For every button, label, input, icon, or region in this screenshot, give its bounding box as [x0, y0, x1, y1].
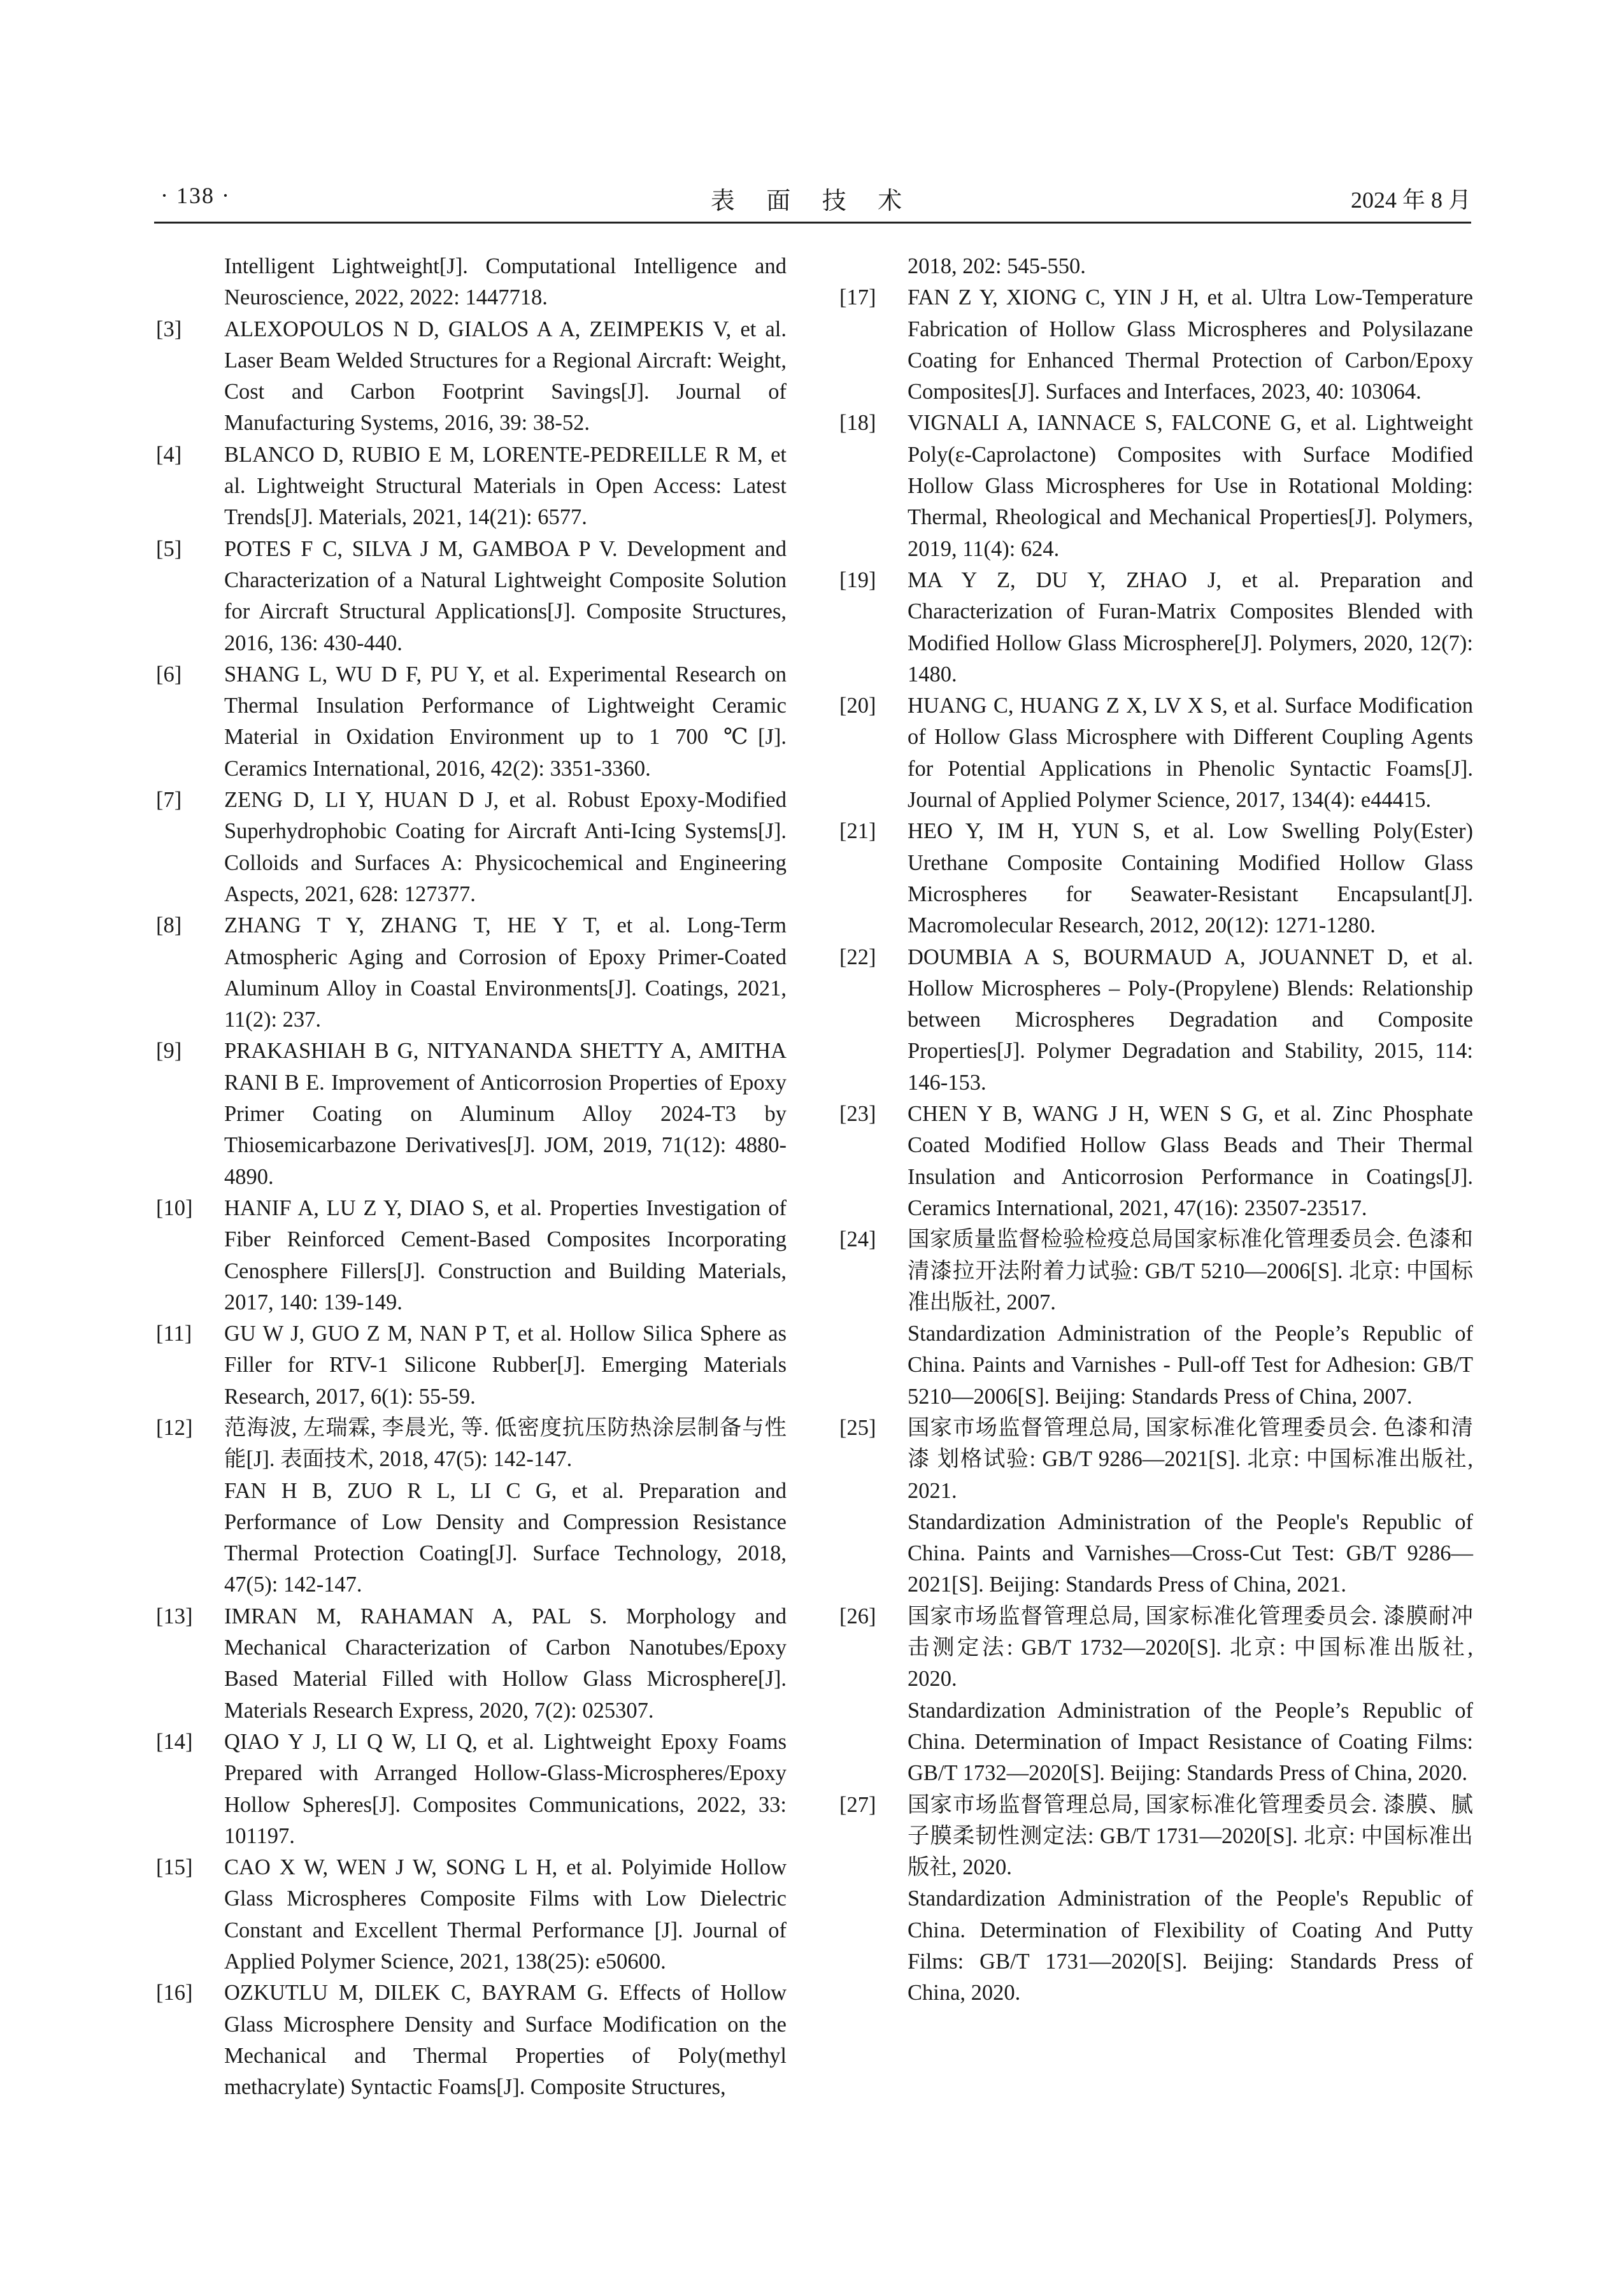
reference-text: QIAO Y J, LI Q W, LI Q, et al. Lightweight Epoxy Foams Prepared with Arranged Hollow-Glass-Microspheres/Epoxy Hollow Spheres[J]. Composites Communications, 2022, 33: 101197. [224, 1729, 787, 1848]
reference-text: Standardization Administration of the People's Republic of China. Paints and Varnishes—Cross-Cut Test: GB/T 9286—2021[S]. Beijing: Standards Press of China, 2021. [908, 1509, 1473, 1597]
reference-number: [16] [156, 1981, 193, 2006]
reference-column-left [156, 251, 787, 2104]
reference-item [839, 1099, 1473, 1224]
reference-item [839, 251, 1473, 282]
reference-item [839, 690, 1473, 816]
reference-text: Intelligent Lightweight[J]. Computational Intelligence and Neuroscience, 2022, 2022: 1447718. [224, 254, 787, 310]
reference-text: FAN H B, ZUO R L, LI C G, et al. Preparation and Performance of Low Density and Compression Resistance Thermal Protection Coating[J]. Surface Technology, 2018, 47(5): 142-147. [224, 1478, 787, 1597]
reference-item [156, 1193, 787, 1318]
reference-number: [5] [156, 536, 182, 561]
reference-item [156, 1727, 787, 1852]
reference-text: Standardization Administration of the People’s Republic of China. Determination of Impact Resistance of Coating Films: GB/T 1732—2020[S]. Beijing: Standards Press of China, 2020. [908, 1698, 1473, 1786]
reference-text: OZKUTLU M, DILEK C, BAYRAM G. Effects of Hollow Glass Microsphere Density and Surface Modification on the Mechanical and Thermal Properties of Poly(methyl methacrylate) Syntactic Foams[J]. Composite Structures, [224, 1981, 787, 2100]
reference-number: [21] [839, 819, 876, 844]
reference-text: 国家质量监督检验检疫总局国家标准化管理委员会. 色漆和清漆拉开法附着力试验: GB/T 5210—2006[S]. 北京: 中国标准出版社, 2007. [908, 1227, 1473, 1315]
reference-item [156, 534, 787, 659]
reference-text: HUANG C, HUANG Z X, LV X S, et al. Surface Modification of Hollow Glass Microsphere with Different Coupling Agents for Potential Applications in Phenolic Syntactic Foams[J]. Journal of Applied Polymer Science, 2017, 134(4): e44415. [908, 694, 1473, 813]
reference-number: [22] [839, 944, 876, 969]
reference-number: [26] [839, 1604, 876, 1628]
reference-text: ALEXOPOULOS N D, GIALOS A A, ZEIMPEKIS V, et al. Laser Beam Welded Structures for a Regional Aircraft: Weight, Cost and Carbon Footprint Savings[J]. Journal of Manufacturing Systems, 2016, 39: 38-52. [224, 317, 787, 436]
reference-item [156, 1977, 787, 2103]
reference-text: MA Y Z, DU Y, ZHAO J, et al. Preparation and Characterization of Furan-Matrix Composites Blended with Modified Hollow Glass Microsphere[J]. Polymers, 2020, 12(7): 1480. [908, 567, 1473, 687]
reference-number: [23] [839, 1102, 876, 1127]
reference-number: [17] [839, 285, 876, 310]
reference-item [839, 1601, 1473, 1790]
reference-item [839, 565, 1473, 690]
page-header [154, 177, 1471, 224]
reference-number: [19] [839, 567, 876, 592]
reference-text: 2018, 202: 545-550. [908, 254, 1086, 278]
reference-item [156, 659, 787, 785]
reference-item [839, 1790, 1473, 2009]
reference-text: POTES F C, SILVA J M, GAMBOA P V. Development and Characterization of a Natural Lightweight Composite Solution for Aircraft Structural Applications[J]. Composite Structures, 2016, 136: 430-440. [224, 536, 787, 655]
reference-item [839, 1224, 1473, 1413]
reference-text: PRAKASHIAH B G, NITYANANDA SHETTY A, AMITHA RANI B E. Improvement of Anticorrosion Properties of Epoxy Primer Coating on Aluminum Alloy 2024-T3 by Thiosemicarbazone Derivatives[J]. JOM, 2019, 71(12): 4880-4890. [224, 1039, 787, 1189]
reference-item [156, 251, 787, 314]
reference-column-right [839, 251, 1473, 2009]
reference-text: ZENG D, LI Y, HUAN D J, et al. Robust Epoxy-Modified Superhydrophobic Coating for Aircraft Anti-Icing Systems[J]. Colloids and Surfaces A: Physicochemical and Engineering Aspects, 2021, 628: 127377. [224, 788, 787, 906]
reference-number: [10] [156, 1195, 193, 1220]
reference-item [156, 1318, 787, 1413]
reference-text: CAO X W, WEN J W, SONG L H, et al. Polyimide Hollow Glass Microspheres Composite Films with Low Dielectric Constant and Excellent Thermal Performance [J]. Journal of Applied Polymer Science, 2021, 138(25): e50600. [224, 1855, 787, 1974]
page-number: · 138 · [160, 183, 231, 208]
reference-text: Standardization Administration of the People's Republic of China. Determination of Flexibility of Coating And Putty Films: GB/T 1731—2020[S]. Beijing: Standards Press of China, 2020. [908, 1886, 1473, 2006]
reference-item [156, 1036, 787, 1192]
reference-item [839, 282, 1473, 408]
reference-number: [12] [156, 1415, 193, 1440]
reference-item [156, 1852, 787, 1977]
reference-item [156, 910, 787, 1036]
reference-text: SHANG L, WU D F, PU Y, et al. Experimental Research on Thermal Insulation Performance of Lightweight Ceramic Material in Oxidation Environment up to 1 700 ℃[J]. Ceramics International, 2016, 42(2): 3351-3360. [224, 662, 787, 781]
reference-text: FAN Z Y, XIONG C, YIN J H, et al. Ultra Low-Temperature Fabrication of Hollow Glass Microspheres and Polysilazane Coating for Enhanced Thermal Protection of Carbon/Epoxy Composites[J]. Surfaces and Interfaces, 2023, 40: 103064. [908, 285, 1473, 404]
reference-text: GU W J, GUO Z M, NAN P T, et al. Hollow Silica Sphere as Filler for RTV-1 Silicone Rubber[J]. Emerging Materials Research, 2017, 6(1): 55-59. [224, 1322, 787, 1409]
reference-number: [20] [839, 694, 876, 718]
reference-text: Standardization Administration of the People’s Republic of China. Paints and Varnishes - Pull-off Test for Adhesion: GB/T 5210—2006[S]. Beijing: Standards Press of China, 2007. [908, 1322, 1473, 1409]
reference-number: [18] [839, 411, 876, 436]
reference-number: [15] [156, 1855, 193, 1880]
reference-text: 范海波, 左瑞霖, 李晨光, 等. 低密度抗压防热涂层制备与性能[J]. 表面技术, 2018, 47(5): 142-147. [224, 1415, 787, 1472]
reference-text: ZHANG T Y, ZHANG T, HE Y T, et al. Long-Term Atmospheric Aging and Corrosion of Epoxy Primer-Coated Aluminum Alloy in Coastal Environments[J]. Coatings, 2021, 11(2): 237. [224, 913, 787, 1032]
reference-text: 国家市场监督管理总局, 国家标准化管理委员会. 色漆和清漆 划格试验: GB/T 9286—2021[S]. 北京: 中国标准出版社, 2021. [908, 1415, 1473, 1503]
reference-text: 国家市场监督管理总局, 国家标准化管理委员会. 漆膜耐冲击测定法: GB/T 1732—2020[S]. 北京: 中国标准出版社, 2020. [908, 1604, 1473, 1692]
reference-text: BLANCO D, RUBIO E M, LORENTE-PEDREILLE R M, et al. Lightweight Structural Materials in Open Access: Latest Trends[J]. Materials, 2021, 14(21): 6577. [224, 442, 787, 530]
reference-number: [4] [156, 442, 182, 467]
reference-text: IMRAN M, RAHAMAN A, PAL S. Morphology and Mechanical Characterization of Carbon Nanotubes/Epoxy Based Material Filled with Hollow Glass Microsphere[J]. Materials Research Express, 2020, 7(2): 025307. [224, 1604, 787, 1723]
issue-date: 2024 年 8 月 [1350, 187, 1471, 213]
reference-item [156, 785, 787, 910]
reference-item [156, 314, 787, 439]
reference-number: [27] [839, 1792, 876, 1817]
reference-text: 国家市场监督管理总局, 国家标准化管理委员会. 漆膜、腻子膜柔韧性测定法: GB/T 1731—2020[S]. 北京: 中国标准出版社, 2020. [908, 1792, 1473, 1880]
reference-item [839, 942, 1473, 1099]
reference-number: [3] [156, 317, 182, 341]
reference-item [156, 1413, 787, 1601]
reference-number: [9] [156, 1039, 182, 1064]
reference-text: DOUMBIA A S, BOURMAUD A, JOUANNET D, et al. Hollow Microspheres – Poly-(Propylene) Blends: Relationship between Microspheres Degradation and Composite Properties[J]. Polymer Degradation and Stability, 2015, 114: 146-153. [908, 944, 1473, 1095]
reference-number: [6] [156, 662, 182, 687]
journal-title: 表 面 技 术 [710, 188, 915, 215]
reference-number: [24] [839, 1227, 876, 1252]
reference-item [839, 408, 1473, 564]
reference-number: [13] [156, 1604, 193, 1628]
reference-item [156, 439, 787, 534]
reference-text: CHEN Y B, WANG J H, WEN S G, et al. Zinc Phosphate Coated Modified Hollow Glass Beads and Their Thermal Insulation and Anticorrosion Performance in Coatings[J]. Ceramics International, 2021, 47(16): 23507-23517. [908, 1102, 1473, 1220]
reference-item [156, 1601, 787, 1727]
reference-item [839, 816, 1473, 941]
reference-number: [7] [156, 788, 182, 813]
reference-number: [14] [156, 1729, 193, 1754]
reference-item [839, 1413, 1473, 1601]
reference-text: HEO Y, IM H, YUN S, et al. Low Swelling Poly(Ester) Urethane Composite Containing Modified Hollow Glass Microspheres for Seawater-Resistant Encapsulant[J]. Macromolecular Research, 2012, 20(12): 1271-1280. [908, 819, 1473, 938]
reference-text: VIGNALI A, IANNACE S, FALCONE G, et al. Lightweight Poly(ε-Caprolactone) Composites with Surface Modified Hollow Glass Microspheres for Use in Rotational Molding: Thermal, Rheological and Mechanical Properties[J]. Polymers, 2019, 11(4): 624. [908, 411, 1473, 561]
reference-text: HANIF A, LU Z Y, DIAO S, et al. Properties Investigation of Fiber Reinforced Cement-Based Composites Incorporating Cenosphere Fillers[J]. Construction and Building Materials, 2017, 140: 139-149. [224, 1195, 787, 1315]
reference-number: [25] [839, 1415, 876, 1440]
reference-number: [8] [156, 913, 182, 938]
reference-number: [11] [156, 1322, 192, 1346]
